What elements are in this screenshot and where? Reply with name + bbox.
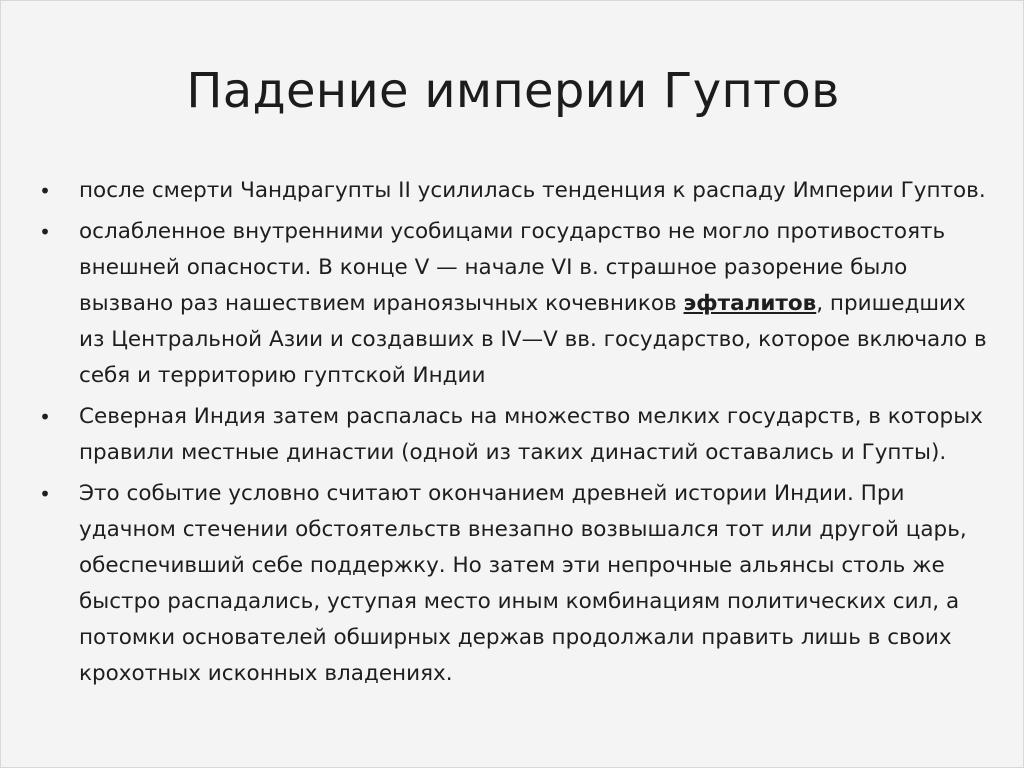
bullet-icon: • [39,220,51,244]
bullet-text-continued: , пришедших из Центральной Азии и создавших в IV—V вв. государство, которое включало в себя и территорию гуптской Индии [79,291,987,388]
bullet-item [35,173,995,209]
bullet-icon: • [39,482,51,506]
bullet-icon: • [39,405,51,429]
bullet-list [35,173,995,697]
bullet-text: ослабленное внутренними усобицами государство не могло противостоять внешней опасности. В конце V — начале VI в. страшное разорение было вызвано раз нашествием ираноязычных кочевников [79,219,946,316]
bullet-item [35,476,995,692]
bullet-text: Это событие условно считают окончанием древней истории Индии. При удачном стечении обстоятельств внезапно возвышался тот или другой царь, обеспечивший себе поддержку. Но затем эти непрочные альянсы столь же быстро распадались, уступая место иным комбинациям политических сил, а потомки основателей обширных держав продолжали править лишь в своих крохотных исконных владениях. [79,481,967,686]
bullet-text: после смерти Чандрагупты II усилилась тенденция к распаду Империи Гуптов. [79,178,986,203]
bullet-item [35,399,995,471]
bullet-icon: • [39,179,51,203]
term-link[interactable]: эфталитов [683,291,817,316]
slide-title: Падение империи Гуптов [186,63,840,119]
bullet-text: Северная Индия затем распалась на множество мелких государств, в которых правили местные династии (одной из таких династий оставались и Гупты). [79,404,983,465]
bullet-item [35,214,995,394]
